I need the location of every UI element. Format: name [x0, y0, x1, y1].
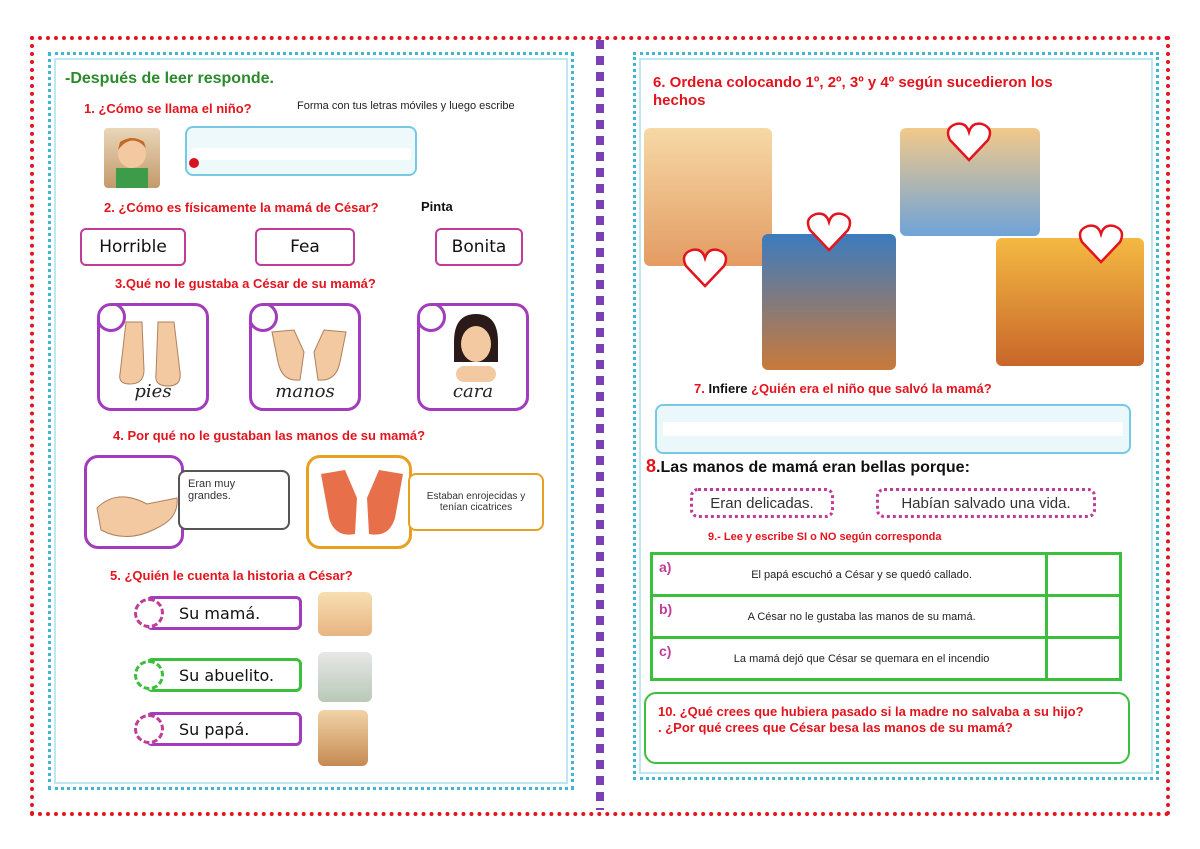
hands-image-2 — [306, 455, 412, 549]
si-no-table — [650, 552, 1122, 681]
q1-hint: Forma con tus letras móviles y luego escribe — [297, 100, 515, 112]
row-letter: c) — [652, 638, 679, 680]
q10-question-1: 10. ¿Qué crees que hubiera pasado si la madre no salvaba a su hijo? — [658, 704, 1084, 719]
face-icon — [446, 312, 506, 382]
answer-cell[interactable] — [1047, 554, 1121, 596]
table-row — [652, 638, 1121, 680]
option-eran-delicadas[interactable]: Eran delicadas. — [690, 488, 834, 518]
boy-image — [104, 128, 160, 188]
card-pies-label: pies — [134, 381, 172, 402]
option-su-mama[interactable]: Su mamá. — [146, 596, 302, 630]
page-divider — [596, 40, 604, 810]
q10-question-2: . ¿Por qué crees que César besa las manos de su mamá? — [658, 720, 1013, 735]
star-icon — [134, 714, 164, 744]
hands-icon — [264, 322, 354, 386]
q8-text: .Las manos de mamá eran bellas porque: — [656, 459, 970, 476]
option-bonita[interactable]: Bonita — [435, 228, 523, 266]
q8-number: 8 — [646, 456, 657, 476]
q10-box[interactable] — [644, 692, 1130, 764]
heart-icon[interactable] — [1078, 222, 1124, 264]
row-statement: El papá escuchó a César y se quedó callado. — [678, 554, 1046, 596]
q9-label: 9.- Lee y escribe SI o NO según corresponda — [708, 531, 942, 543]
star-icon — [134, 598, 164, 628]
grandfather-image — [318, 652, 372, 702]
hands-image-1 — [84, 455, 184, 549]
mother-image — [318, 592, 372, 636]
option-salvado-vida[interactable]: Habían salvado una vida. — [876, 488, 1096, 518]
table-row — [652, 596, 1121, 638]
left-heading: -Después de leer responde. — [65, 70, 274, 87]
q8-label — [646, 456, 970, 477]
q3-label: 3.Qué no le gustaba a César de su mamá? — [115, 276, 376, 291]
q2-label: 2. ¿Cómo es físicamente la mamá de César? — [104, 200, 379, 215]
q6-label: 6. Ordena colocando 1º, 2º, 3º y 4º según sucedieron los hechos — [653, 74, 1053, 109]
feet-icon — [114, 320, 196, 390]
answer-cicatrices[interactable] — [408, 473, 544, 531]
answer-cell[interactable] — [1047, 638, 1121, 680]
q1-label: 1. ¿Cómo se llama el niño? — [84, 101, 252, 116]
red-hands-icon — [309, 458, 412, 549]
q4-label: 4. Por qué no le gustaban las manos de su mamá? — [113, 428, 426, 443]
option-su-papa[interactable]: Su papá. — [146, 712, 302, 746]
answer-cicatrices-text: Estaban enrojecidas y tenían cicatrices — [426, 491, 526, 513]
option-horrible[interactable]: Horrible — [80, 228, 186, 266]
option-su-abuelito[interactable]: Su abuelito. — [146, 658, 302, 692]
q7-word: Infiere — [708, 381, 748, 396]
row-statement: La mamá dejó que César se quemara en el incendio — [678, 638, 1046, 680]
heart-icon[interactable] — [806, 210, 852, 252]
father-image — [318, 710, 368, 766]
card-cara-label: cara — [452, 381, 494, 402]
answer-grandes[interactable] — [178, 470, 290, 530]
table-row — [652, 554, 1121, 596]
row-statement: A César no le gustaba las manos de su mamá. — [678, 596, 1046, 638]
card-manos-label: manos — [275, 381, 335, 402]
open-hands-icon — [87, 458, 184, 549]
scene-fire-crib-image — [762, 234, 896, 370]
infer-answer-input[interactable] — [655, 404, 1131, 454]
answer-grandes-text: Eran muy grandes. — [188, 478, 236, 502]
star-icon — [134, 660, 164, 690]
heart-icon[interactable] — [946, 120, 992, 162]
q2-instruction: Pinta — [421, 199, 453, 214]
card-manos[interactable] — [249, 303, 361, 411]
row-letter: b) — [652, 596, 679, 638]
heart-icon[interactable] — [682, 246, 728, 288]
card-pies[interactable] — [97, 303, 209, 411]
answer-cell[interactable] — [1047, 596, 1121, 638]
card-cara[interactable] — [417, 303, 529, 411]
name-answer-input[interactable] — [185, 126, 417, 176]
q5-label: 5. ¿Quién le cuenta la historia a César? — [110, 568, 353, 583]
q7-question: ¿Quién era el niño que salvó la mamá? — [747, 381, 992, 396]
q7-prefix: 7. — [694, 381, 709, 396]
option-fea[interactable]: Fea — [255, 228, 355, 266]
q7-label — [694, 381, 992, 396]
row-letter: a) — [652, 554, 679, 596]
